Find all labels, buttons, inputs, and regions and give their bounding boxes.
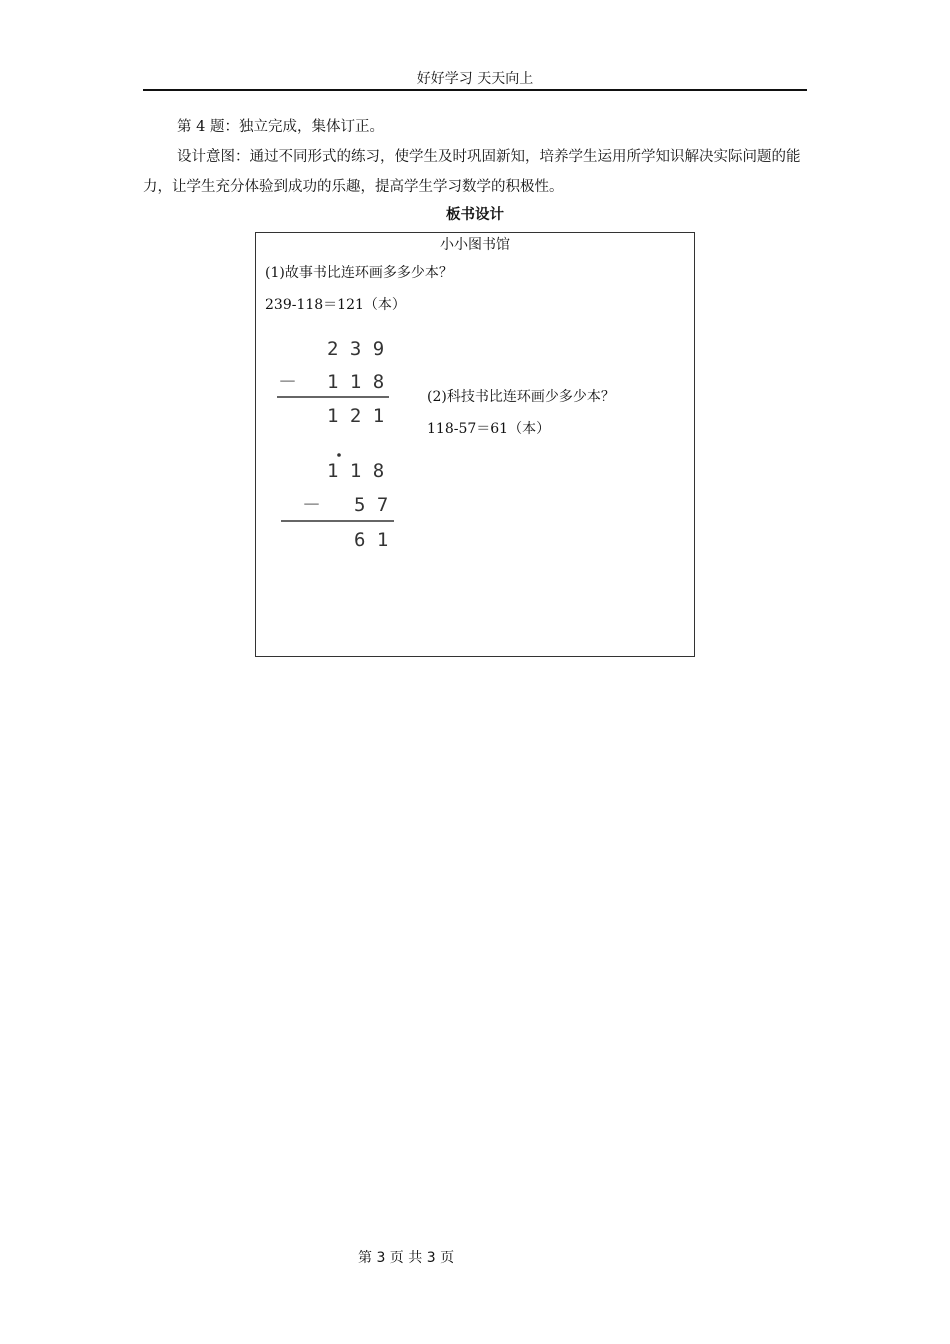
equation-2: 118-57＝61（本） [427, 421, 551, 437]
calc2-minus-sign: － [302, 494, 322, 516]
calc1-top: 2 3 9 [327, 338, 385, 360]
calc1-result: 1 2 1 [327, 405, 385, 427]
vertical-calculations [256, 233, 694, 656]
calc2-bottom: 5 7 [354, 494, 389, 516]
calc1-bottom: 1 1 8 [327, 371, 385, 393]
section-heading: 板书设计 [446, 207, 504, 223]
borrow-dot [337, 453, 341, 457]
question-1: (1)故事书比连环画多多少本？ [265, 265, 453, 281]
page-header: 好好学习 天天向上 [143, 70, 807, 91]
calc1-minus-sign: － [278, 371, 298, 393]
board-title: 小小图书馆 [440, 237, 510, 253]
question-2: (2)科技书比连环画少多少本？ [427, 389, 615, 405]
paragraph-design-intent: 设计意图：通过不同形式的练习，使学生及时巩固新知，培养学生运用所学知识解决实际问题的能力，让学生充分体验到成功的乐趣，提高学生学习数学的积极性。 [143, 149, 801, 195]
calc2-result: 6 1 [354, 529, 389, 551]
paragraph-task4: 第 4 题：独立完成，集体订正。 [177, 119, 384, 135]
blackboard-design-box [255, 232, 695, 657]
calc2-top: 1 1 8 [327, 460, 385, 482]
equation-1: 239-118＝121（本） [265, 297, 406, 313]
page-footer: 第 3 页 共 3 页 [358, 1250, 455, 1266]
